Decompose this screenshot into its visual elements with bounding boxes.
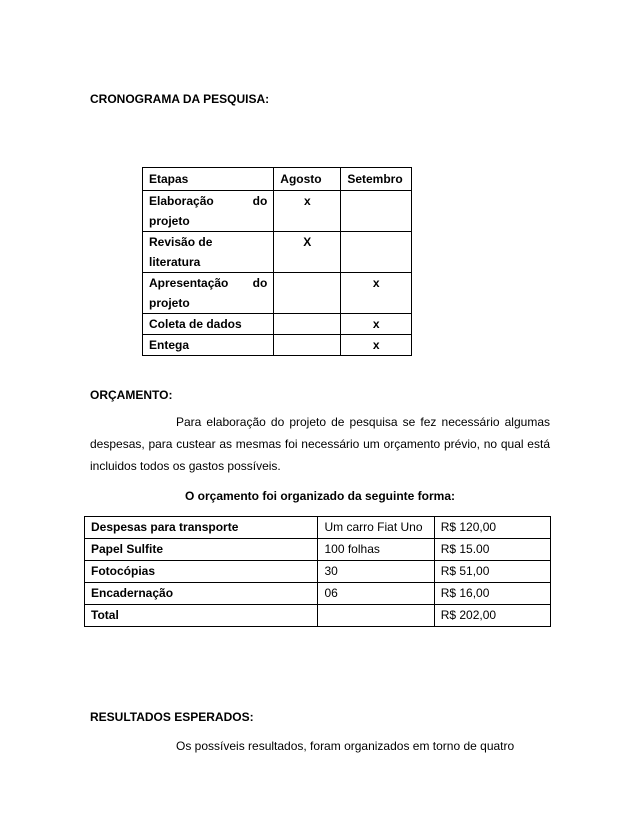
orcamento-heading: ORÇAMENTO:	[90, 388, 173, 402]
schedule-setembro-cell: x	[341, 335, 412, 356]
schedule-header-etapas: Etapas	[143, 168, 274, 191]
budget-item-cell: Fotocópias	[85, 561, 318, 583]
schedule-setembro-cell	[341, 191, 412, 232]
etapa-text: do	[252, 194, 268, 208]
schedule-header-agosto: Agosto	[274, 168, 341, 191]
schedule-agosto-cell	[274, 273, 341, 314]
etapa-text: Revisão de	[149, 235, 213, 249]
table-row	[85, 605, 551, 627]
table-row	[143, 191, 412, 232]
schedule-setembro-cell: x	[341, 314, 412, 335]
schedule-agosto-cell: X	[274, 232, 341, 273]
table-row	[143, 232, 412, 273]
schedule-agosto-cell	[274, 335, 341, 356]
table-row	[85, 583, 551, 605]
budget-qty-cell: 06	[318, 583, 434, 605]
budget-value-cell: R$ 120,00	[434, 517, 550, 539]
table-row	[85, 539, 551, 561]
resultados-paragraph: Os possíveis resultados, foram organizados em torno de quatro	[176, 739, 515, 753]
table-row	[85, 561, 551, 583]
budget-qty-cell	[318, 605, 434, 627]
schedule-etapa-cell	[143, 191, 274, 232]
schedule-etapa-cell	[143, 232, 274, 273]
budget-item-cell: Despesas para transporte	[85, 517, 318, 539]
schedule-etapa-cell: Coleta de dados	[143, 314, 274, 335]
etapa-text: do	[252, 276, 268, 290]
etapa-text: Apresentação	[149, 276, 229, 290]
budget-total-value: R$ 202,00	[434, 605, 550, 627]
etapa-text: projeto	[149, 296, 190, 310]
orcamento-paragraph: Para elaboração do projeto de pesquisa se fez necessário algumas despesas, para custear as mesmas foi necessário um orçamento prévio, no qual está incluidos todos os gastos possíveis.	[90, 415, 550, 473]
budget-item-cell: Papel Sulfite	[85, 539, 318, 561]
budget-qty-cell: 30	[318, 561, 434, 583]
etapa-text: projeto	[149, 214, 190, 228]
schedule-setembro-cell	[341, 232, 412, 273]
orcamento-subheading: O orçamento foi organizado da seguinte forma:	[184, 489, 456, 503]
schedule-table	[142, 167, 412, 356]
schedule-setembro-cell: x	[341, 273, 412, 314]
etapa-text: Elaboração	[149, 194, 214, 208]
table-row	[143, 314, 412, 335]
budget-value-cell: R$ 15.00	[434, 539, 550, 561]
budget-value-cell: R$ 16,00	[434, 583, 550, 605]
schedule-agosto-cell: x	[274, 191, 341, 232]
cronograma-heading: CRONOGRAMA DA PESQUISA:	[90, 92, 270, 106]
budget-value-cell: R$ 51,00	[434, 561, 550, 583]
table-row	[143, 335, 412, 356]
etapa-text: literatura	[149, 255, 201, 269]
resultados-heading: RESULTADOS ESPERADOS:	[90, 710, 254, 724]
table-row	[143, 273, 412, 314]
table-row	[85, 517, 551, 539]
budget-qty-cell: 100 folhas	[318, 539, 434, 561]
schedule-agosto-cell	[274, 314, 341, 335]
budget-table	[84, 516, 551, 627]
budget-item-cell: Encadernação	[85, 583, 318, 605]
schedule-header-row	[143, 168, 412, 191]
schedule-header-setembro: Setembro	[341, 168, 412, 191]
schedule-etapa-cell: Entega	[143, 335, 274, 356]
budget-total-label: Total	[85, 605, 318, 627]
budget-qty-cell: Um carro Fiat Uno	[318, 517, 434, 539]
schedule-etapa-cell	[143, 273, 274, 314]
